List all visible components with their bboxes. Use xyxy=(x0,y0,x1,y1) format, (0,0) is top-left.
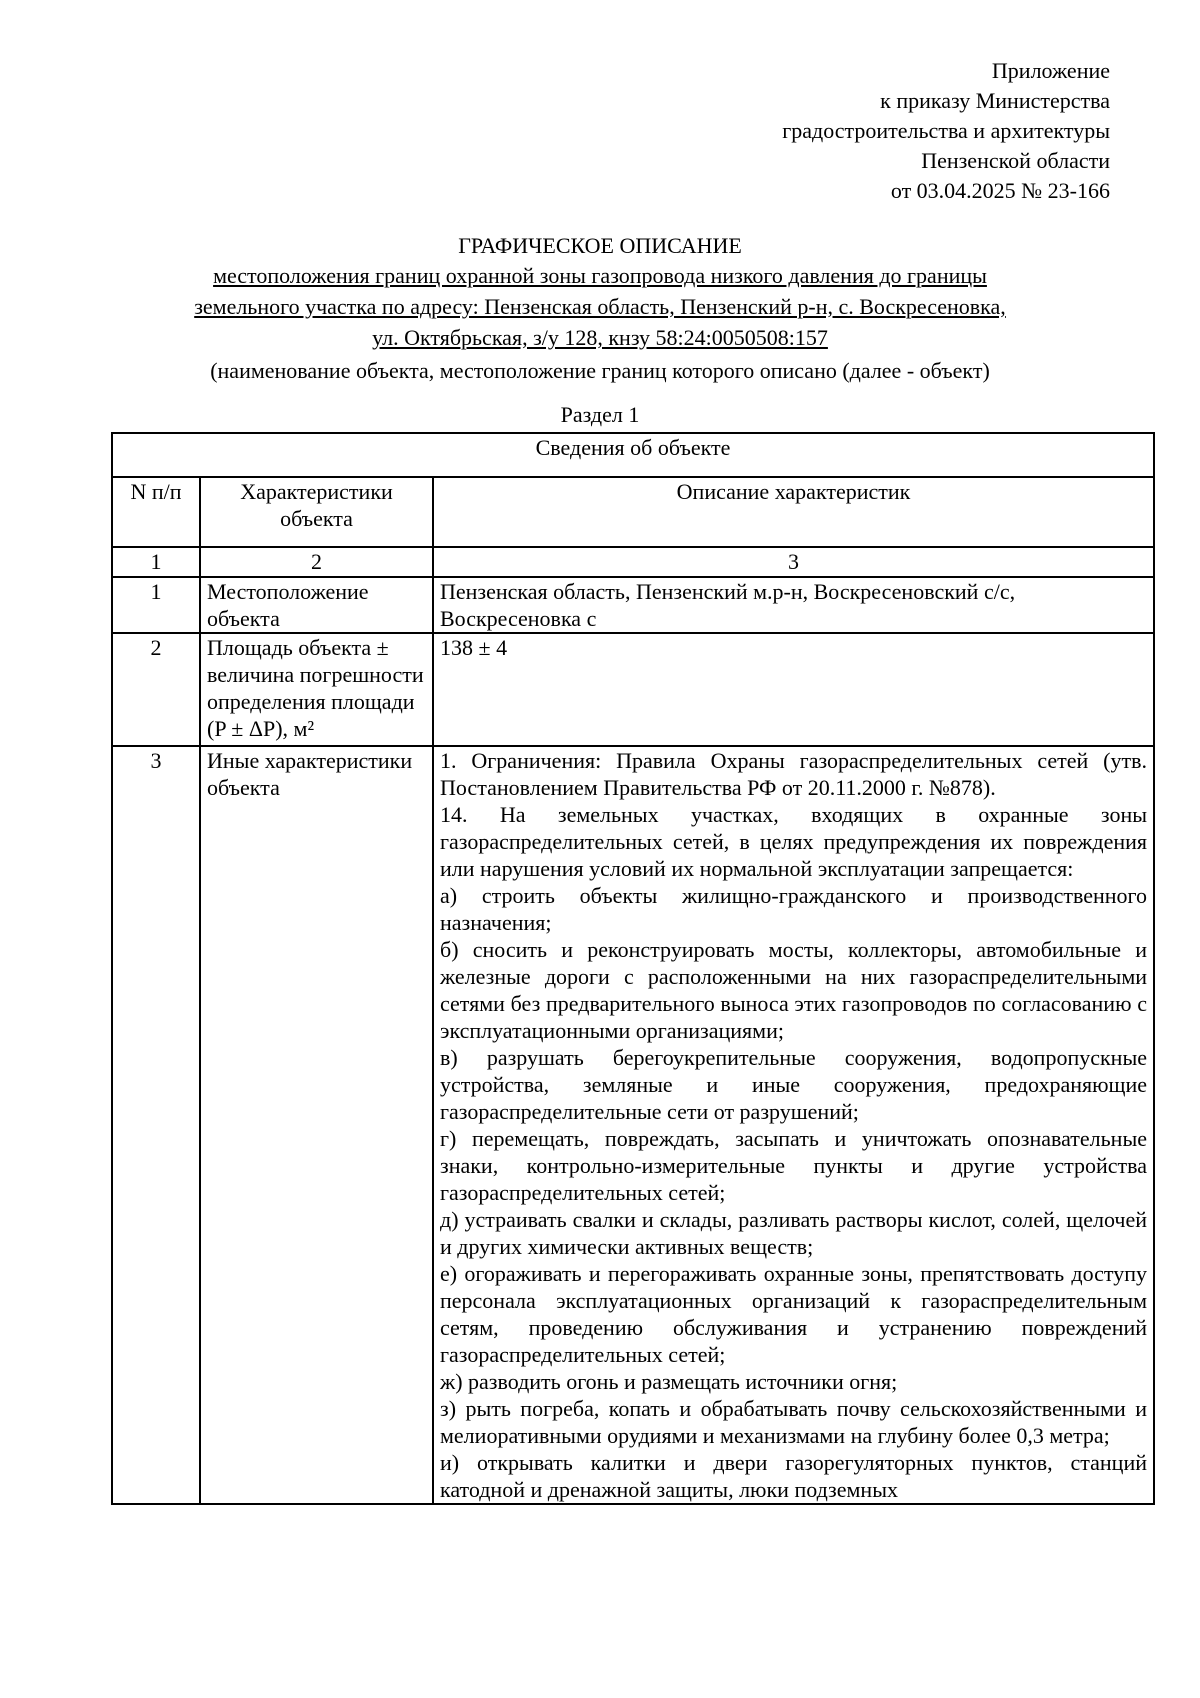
table-row xyxy=(112,746,1154,1504)
description-paragraph: 1. Ограничения: Правила Охраны газораспределительных сетей (утв. Постановлением Правительства РФ от 20.11.2000 г. №878). xyxy=(440,748,1148,800)
row-number: 3 xyxy=(112,746,200,1504)
table-title-row xyxy=(112,433,1154,477)
row-description xyxy=(433,633,1154,746)
subtitle-line xyxy=(110,291,1090,322)
row-number: 1 xyxy=(112,577,200,633)
column-number-row xyxy=(112,547,1154,577)
appendix-block xyxy=(782,56,1110,206)
row-description xyxy=(433,577,1154,633)
title-block xyxy=(110,232,1090,430)
object-caption: (наименование объекта, местоположение границ которого описано (далее - объект) xyxy=(210,358,990,383)
section-heading: Раздел 1 xyxy=(560,402,640,427)
subtitle-text: местоположения границ охранной зоны газопровода низкого давления до границы xyxy=(213,263,987,288)
table-header-row xyxy=(112,477,1154,547)
appendix-line: градостроительства и архитектуры xyxy=(782,118,1110,143)
appendix-line: Приложение xyxy=(991,58,1110,83)
description-paragraph: Пензенская область, Пензенский м.р-н, Воскресеновский с/с, Воскресеновка с xyxy=(440,579,1016,631)
column-number: 3 xyxy=(433,547,1154,577)
table-row xyxy=(112,577,1154,633)
table-row xyxy=(112,633,1154,746)
header-number: N п/п xyxy=(112,477,200,547)
header-description: Описание характеристик xyxy=(433,477,1154,547)
row-description xyxy=(433,746,1154,1504)
appendix-line: к приказу Министерства xyxy=(880,88,1110,113)
object-info-table xyxy=(111,432,1155,1505)
document-title: ГРАФИЧЕСКОЕ ОПИСАНИЕ xyxy=(458,233,742,258)
description-paragraph: г) перемещать, повреждать, засыпать и уничтожать опознавательные знаки, контрольно-измерительные пункты и другие устройства газораспределительных сетей; xyxy=(440,1126,1148,1205)
subtitle-text: ул. Октябрьская, з/у 128, кнзу 58:24:0050508:157 xyxy=(372,325,828,350)
description-paragraph: и) открывать калитки и двери газорегуляторных пунктов, станций катодной и дренажной защиты, люки подземных xyxy=(440,1450,1148,1502)
subtitle-text: земельного участка по адресу: Пензенская область, Пензенский р-н, с. Воскресеновка, xyxy=(194,294,1006,319)
subtitle-line xyxy=(110,260,1090,291)
row-characteristic: Местоположение объекта xyxy=(200,577,433,633)
description-paragraph: в) разрушать берегоукрепительные сооружения, водопропускные устройства, земляные и иные сооружения, предохраняющие газораспределительные сети от разрушений; xyxy=(440,1045,1148,1124)
table-title: Сведения об объекте xyxy=(112,433,1154,477)
description-paragraph: ж) разводить огонь и размещать источники огня; xyxy=(440,1369,898,1394)
description-paragraph: з) рыть погреба, копать и обрабатывать почву сельскохозяйственными и мелиоративными орудиями и механизмами на глубину более 0,3 метра; xyxy=(440,1396,1148,1448)
row-number: 2 xyxy=(112,633,200,746)
description-paragraph: е) огораживать и перегораживать охранные зоны, препятствовать доступу персонала эксплуатационных организаций к газораспределительным сетям, проведению обслуживания и устранению повреждений газораспределительных сетей; xyxy=(440,1261,1148,1367)
header-characteristics: Характеристики объекта xyxy=(200,477,433,547)
column-number: 2 xyxy=(200,547,433,577)
description-paragraph: д) устраивать свалки и склады, разливать растворы кислот, солей, щелочей и других химически активных веществ; xyxy=(440,1207,1148,1259)
row-characteristic: Иные характеристики объекта xyxy=(200,746,433,1504)
description-paragraph: 138 ± 4 xyxy=(440,635,508,660)
column-number: 1 xyxy=(112,547,200,577)
description-paragraph: 14. На земельных участках, входящих в охранные зоны газораспределительных сетей, в целях предупреждения их повреждения или нарушения условий их нормальной эксплуатации запрещается: xyxy=(440,802,1148,881)
appendix-line: Пензенской области xyxy=(921,148,1110,173)
subtitle-line xyxy=(110,322,1090,353)
row-characteristic: Площадь объекта ± величина погрешности определения площади (P ± ΔP), м² xyxy=(200,633,433,746)
description-paragraph: а) строить объекты жилищно-гражданского и производственного назначения; xyxy=(440,883,1148,935)
appendix-order-date: от 03.04.2025 № 23-166 xyxy=(890,178,1110,203)
description-paragraph: б) сносить и реконструировать мосты, коллекторы, автомобильные и железные дороги с расположенными на них газораспределительными сетями без предварительного выноса этих газопроводов по согласованию с эксплуатационными организациями; xyxy=(440,937,1148,1043)
